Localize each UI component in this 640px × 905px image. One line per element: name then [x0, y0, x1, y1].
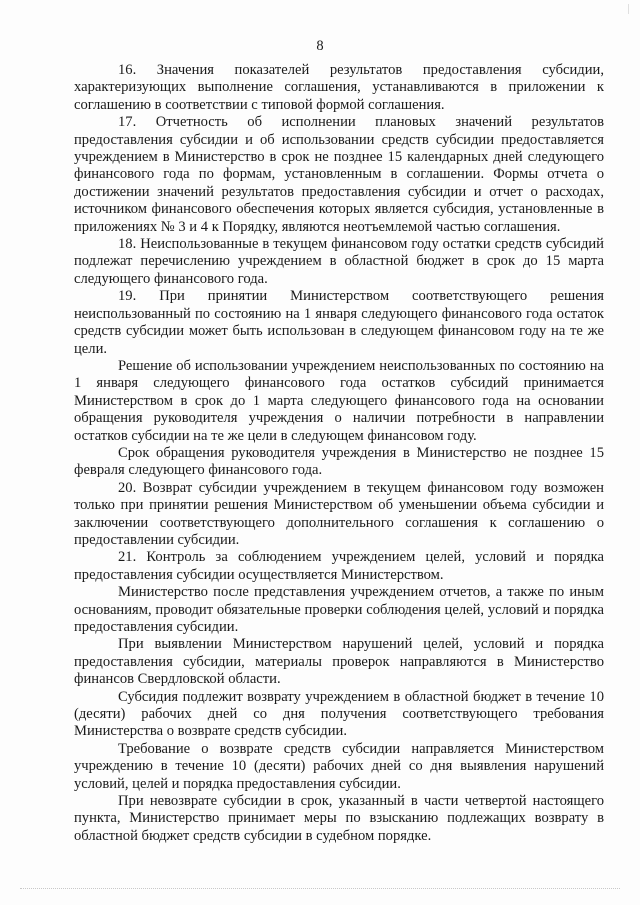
- paragraph-21-inspections: Министерство после представления учреждением отчетов, а также по иным основаниям, проводит обязательные проверки соблюдения целей, условий и порядка предоставления субсидии.: [74, 584, 604, 635]
- document-body: [74, 62, 604, 845]
- page-number: 8: [316, 38, 324, 54]
- paragraph-21-refund: Субсидия подлежит возврату учреждением в областной бюджет в течение 10 (десяти) рабочих дней со дня получения соответствующего требования Министерства о возврате средств субсидии.: [74, 688, 604, 740]
- paragraph-16: 16. Значения показателей результатов предоставления субсидии, характеризующих выполнение соглашения, устанавливаются в приложении к соглашению в соответствии с типовой формой соглашения.: [74, 62, 604, 113]
- paragraph-19: 19. При принятии Министерством соответствующего решения неиспользованный по состоянию на 1 января следующего финансового года остаток средств субсидии может быть использован в следующем финансовом году на те же цели.: [74, 288, 604, 357]
- paragraph-21-violations: При выявлении Министерством нарушений целей, условий и порядка предоставления субсидии, материалы проверок направляются в Министерство финансов Свердловской области.: [74, 636, 604, 688]
- paragraph-21: 21. Контроль за соблюдением учреждением целей, условий и порядка предоставления субсидии осуществляется Министерством.: [74, 549, 604, 583]
- paragraph-21-demand: Требование о возврате средств субсидии направляется Министерством учреждению в течение 10 (десяти) рабочих дней со дня выявления нарушений условий, целей и порядка предоставления субсидии.: [74, 740, 604, 792]
- scan-artifact: [628, 4, 629, 14]
- paragraph-19-decision: Решение об использовании учреждением неиспользованных по состоянию на 1 января следующего финансового года остатков субсидий принимается Министерством в срок до 1 марта следующего финансового года на основании обращения руководителя учреждения о наличии потребности в направлении остатков субсидии на те же цели в следующем финансовом году.: [74, 357, 604, 444]
- paragraph-18: 18. Неиспользованные в текущем финансовом году остатки средств субсидий подлежат перечислению учреждением в областной бюджет в срок до 15 марта следующего финансового года.: [74, 236, 604, 287]
- paragraph-20: 20. Возврат субсидии учреждением в текущем финансовом году возможен только при принятии решения Министерством об уменьшении объема субсидии и заключении соответствующего дополнительного соглашения к соглашению о предоставлении субсидии.: [74, 479, 604, 548]
- paragraph-19-deadline: Срок обращения руководителя учреждения в Министерство не позднее 15 февраля следующего финансового года.: [74, 444, 604, 479]
- paragraph-17: 17. Отчетность об исполнении плановых значений результатов предоставления субсидии и об использовании средств субсидии предоставляется учреждением в Министерство в срок не позднее 15 календарных дней следующего финансового года по формам, установленным в соглашении. Формы отчета о достижении значений результатов предоставления субсидии и отчет о расходах, источником финансового обеспечения которых является субсидия, установленные в приложениях № 3 и 4 к Порядку, являются неотъемлемой частью соглашения.: [74, 114, 604, 235]
- paragraph-21-enforcement: При невозврате субсидии в срок, указанный в части четвертой настоящего пункта, Министерство принимает меры по взысканию подлежащих возврату в областной бюджет средств субсидии в судебном порядке.: [74, 793, 604, 844]
- footer-divider: [20, 888, 620, 889]
